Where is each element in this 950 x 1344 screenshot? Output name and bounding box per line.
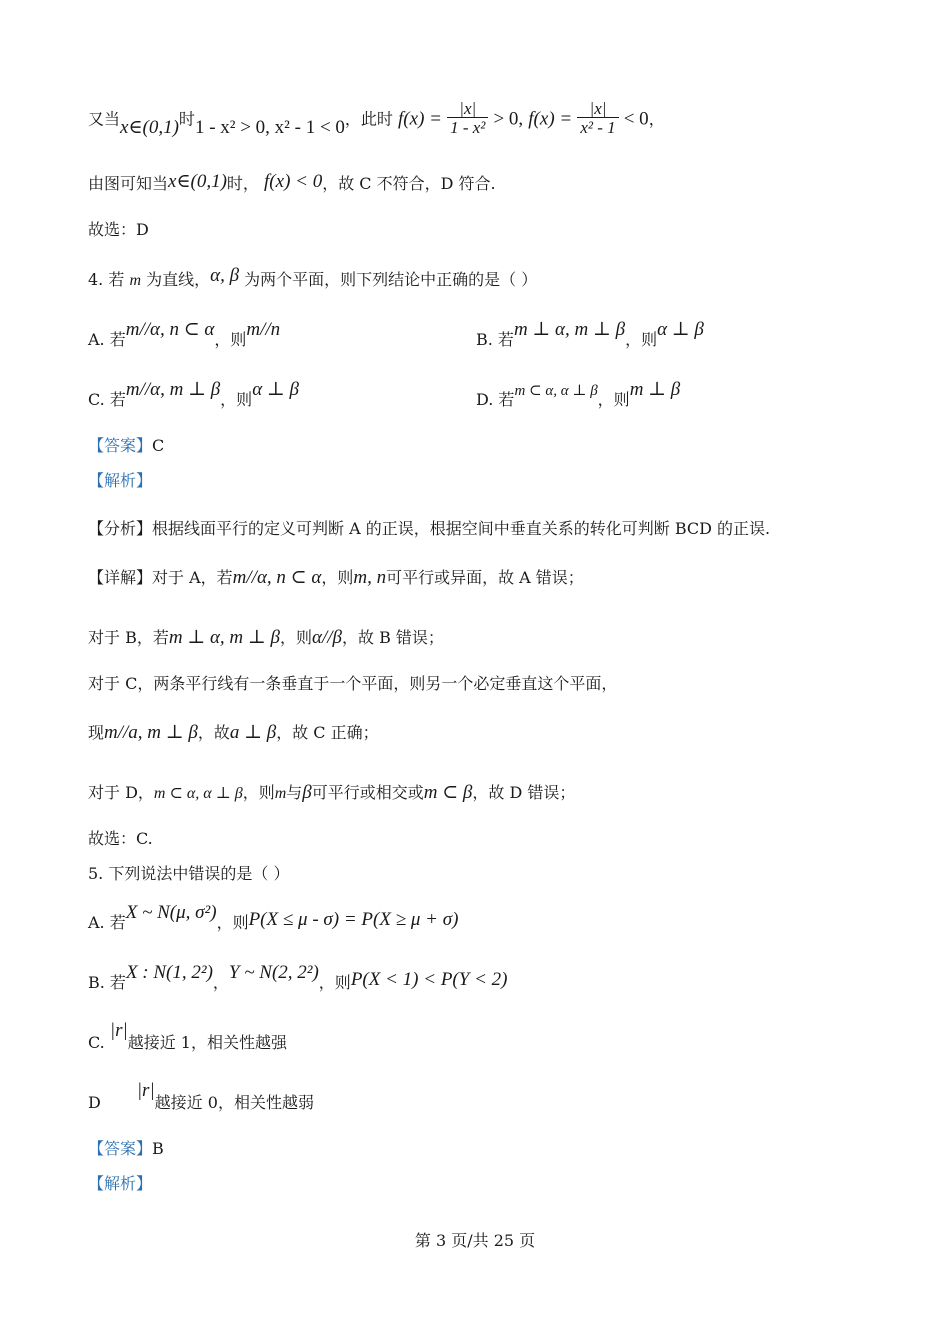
text-line-3: 故选：D: [88, 220, 149, 239]
math-interval: x∈(0,1): [168, 171, 227, 192]
option-4c: C. 若m//α, m ⊥ β，则α ⊥ β: [88, 379, 299, 409]
analysis-4-tag: 【解析】: [88, 471, 153, 490]
question-4-stem: 4. 若 m 为直线，α, β 为两个平面，则下列结论中正确的是（ ）: [88, 265, 538, 289]
line-c2: 现m//a, m ⊥ β，故a ⊥ β，故 C 正确；: [88, 722, 379, 743]
choose-4: 故选：C.: [88, 829, 153, 848]
answer-4: 【答案】C: [88, 436, 165, 455]
page-footer: 第 3 页/共 25 页: [414, 1231, 536, 1250]
answer-tag: 【答案】: [88, 436, 153, 455]
text: 由图可知当: [88, 174, 169, 193]
math-fraction-2: $\frac{|x|}{\text{x² - 1}}$: [577, 100, 618, 136]
text-line-1: [88, 99, 665, 138]
math-fx: f(x) =: [398, 108, 442, 130]
text: 时: [178, 109, 195, 129]
math-gt0: > 0,: [493, 108, 524, 130]
line-c1: 对于 C，两条平行线有一条垂直于一个平面，则另一个必定垂直这个平面，: [88, 674, 618, 693]
option-5b: B. 若X : N(1, 2²)，Y ~ N(2, 2²)，则P(X < 1) < P(Y < 2): [88, 962, 508, 992]
math-fx: f(x) =: [528, 108, 573, 130]
text-line-2: [88, 171, 496, 193]
math-fraction-1: $\frac{|x|}{\text{1 - x²}}$: [447, 100, 488, 136]
option-5d: D|r|越接近 0，相关性越弱: [88, 1080, 314, 1112]
option-4d: D. 若m ⊂ α, α ⊥ β，则m ⊥ β: [476, 379, 681, 409]
text: ，: [648, 109, 665, 129]
fenxi-4: 【分析】根据线面平行的定义可判断 A 的正误，根据空间中垂直关系的转化可判断 BCD 的正误.: [88, 519, 771, 538]
math-lt0: < 0: [623, 108, 649, 130]
math-interval: x∈(0,1): [120, 116, 179, 138]
xiangjie-4: 【详解】对于 A，若m//α, n ⊂ α，则m, n可平行或异面，故 A 错误；: [88, 567, 584, 588]
text: ，故 C 不符合，D 符合.: [322, 174, 496, 193]
text: ，此时: [344, 109, 393, 129]
option-4a: A. 若m//α, n ⊂ α，则m//n: [88, 319, 281, 349]
answer-tag: 【答案】: [88, 1139, 153, 1158]
line-d: 对于 D，m ⊂ α, α ⊥ β，则m与β可平行或相交或m ⊂ β，故 D 错误；: [88, 782, 576, 803]
option-5a: A. 若X ~ N(μ, σ²)，则P(X ≤ μ - σ) = P(X ≥ μ + σ): [88, 902, 459, 932]
option-5c: C. |r|越接近 1，相关性越强: [88, 1020, 287, 1052]
line-b: 对于 B，若m ⊥ α, m ⊥ β，则α//β，故 B 错误；: [88, 627, 444, 648]
text: 又当: [88, 109, 121, 129]
analysis-5-tag: 【解析】: [88, 1174, 153, 1193]
math-inequality: 1 - x² > 0, x² - 1 < 0: [194, 116, 345, 138]
math-fx-lt0: f(x) < 0: [264, 171, 323, 192]
answer-5: 【答案】B: [88, 1139, 164, 1158]
text: 时，: [226, 174, 259, 193]
option-4b: B. 若m ⊥ α, m ⊥ β，则α ⊥ β: [476, 319, 704, 349]
question-5-stem: 5. 下列说法中错误的是（ ）: [88, 864, 290, 883]
